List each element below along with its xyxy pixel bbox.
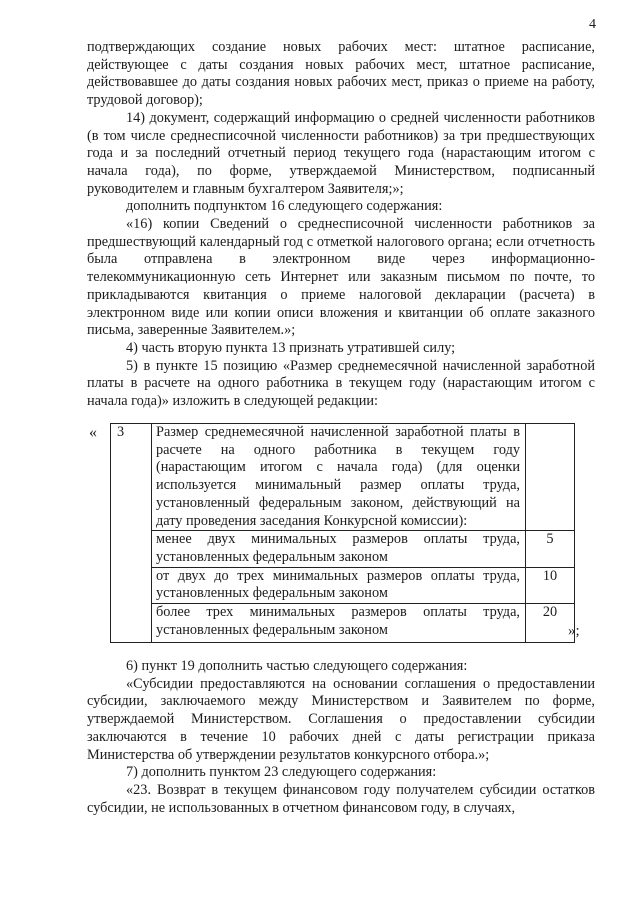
paragraph: «Субсидии предоставляются на основании соглашения о предоставлении субсидии, заключаемого между Министерством и Заявителем по форме, утверждаемой Министерством. Соглашения о предоставлении субсидии заключаются в течение 10 рабочих дней с даты регистрации приказа Министерства об утверждении результатов конкурсного отбора.»; bbox=[87, 675, 595, 763]
score-cell: 10 bbox=[526, 567, 575, 603]
paragraph: 6) пункт 19 дополнить частью следующего содержания: bbox=[126, 658, 468, 674]
paragraph: «23. Возврат в текущем финансовом году получателем субсидии остатков субсидии, не использованных в отчетном финансовом году, в случаях, bbox=[87, 781, 595, 816]
paragraph: 14) документ, содержащий информацию о средней численности работников (в том числе среднесписочной численности работников) за три предшествующих года и за последний отчетный период текущего года (нарастающим итогом с начала года), по форме, утверждаемой Министерством, подписанный руководителем и главным бухгалтером Заявителя;»; bbox=[87, 109, 595, 197]
paragraph: 4) часть вторую пункта 13 признать утратившей силу; bbox=[126, 339, 456, 356]
criterion-cell: менее двух минимальных размеров оплаты труда, установленных федеральным законом bbox=[152, 531, 526, 567]
paragraph: «16) копии Сведений о среднесписочной численности работников за предшествующий календарный год с отметкой налогового органа; если отчетность была отправлена в электронном виде через информационно-телекоммуникационную сеть Интернет или заказным письмом по почте, то прикладываются квитанция о приеме налоговой декларации (расчета) в электронном виде или копии описи вложения и квитанции об оплате заказного письма, заверенные Заявителем.»; bbox=[87, 216, 595, 339]
criteria-table bbox=[110, 423, 575, 643]
page-number: 4 bbox=[589, 17, 596, 32]
criterion-header-cell: Размер среднемесячной начисленной заработной платы в расчете на одного работника в текущем году (нарастающим итогом с начала года) (для оценки используется минимальный размер оплаты труда, установленный федеральным законом, действующий на дату проведения заседания Конкурсной комиссии): bbox=[152, 424, 526, 531]
table-row bbox=[111, 424, 575, 531]
criterion-cell: от двух до трех минимальных размеров оплаты труда, установленных федеральным законом bbox=[152, 567, 526, 603]
score-cell: 5 bbox=[526, 531, 575, 567]
paragraph: 7) дополнить пунктом 23 следующего содержания: bbox=[126, 764, 437, 781]
paragraph: дополнить подпунктом 16 следующего содержания: bbox=[126, 198, 443, 215]
score-cell: 20 bbox=[526, 604, 575, 643]
paragraph: подтверждающих создание новых рабочих мест: штатное расписание, действующее с даты создания новых рабочих мест, штатное расписание, действовавшее до даты создания новых рабочих мест, приказ о приеме на работу, трудовой договор); bbox=[87, 39, 595, 109]
score-cell bbox=[526, 424, 575, 531]
row-number-cell: 3 bbox=[111, 424, 152, 643]
table-row bbox=[111, 567, 575, 603]
bottom-text-block bbox=[87, 658, 595, 817]
top-text-block bbox=[87, 39, 595, 411]
paragraph: 5) в пункте 15 позицию «Размер среднемесячной начисленной заработной платы в расчете на одного работника в текущем году (нарастающим итогом с начала года)» изложить в следующей редакции: bbox=[87, 357, 595, 410]
table-row bbox=[111, 531, 575, 567]
criteria-table-block bbox=[89, 423, 589, 643]
criterion-cell: более трех минимальных размеров оплаты труда, установленных федеральным законом bbox=[152, 604, 526, 643]
open-quote: « bbox=[89, 424, 97, 441]
close-quote: »; bbox=[568, 623, 580, 639]
table-row bbox=[111, 604, 575, 643]
